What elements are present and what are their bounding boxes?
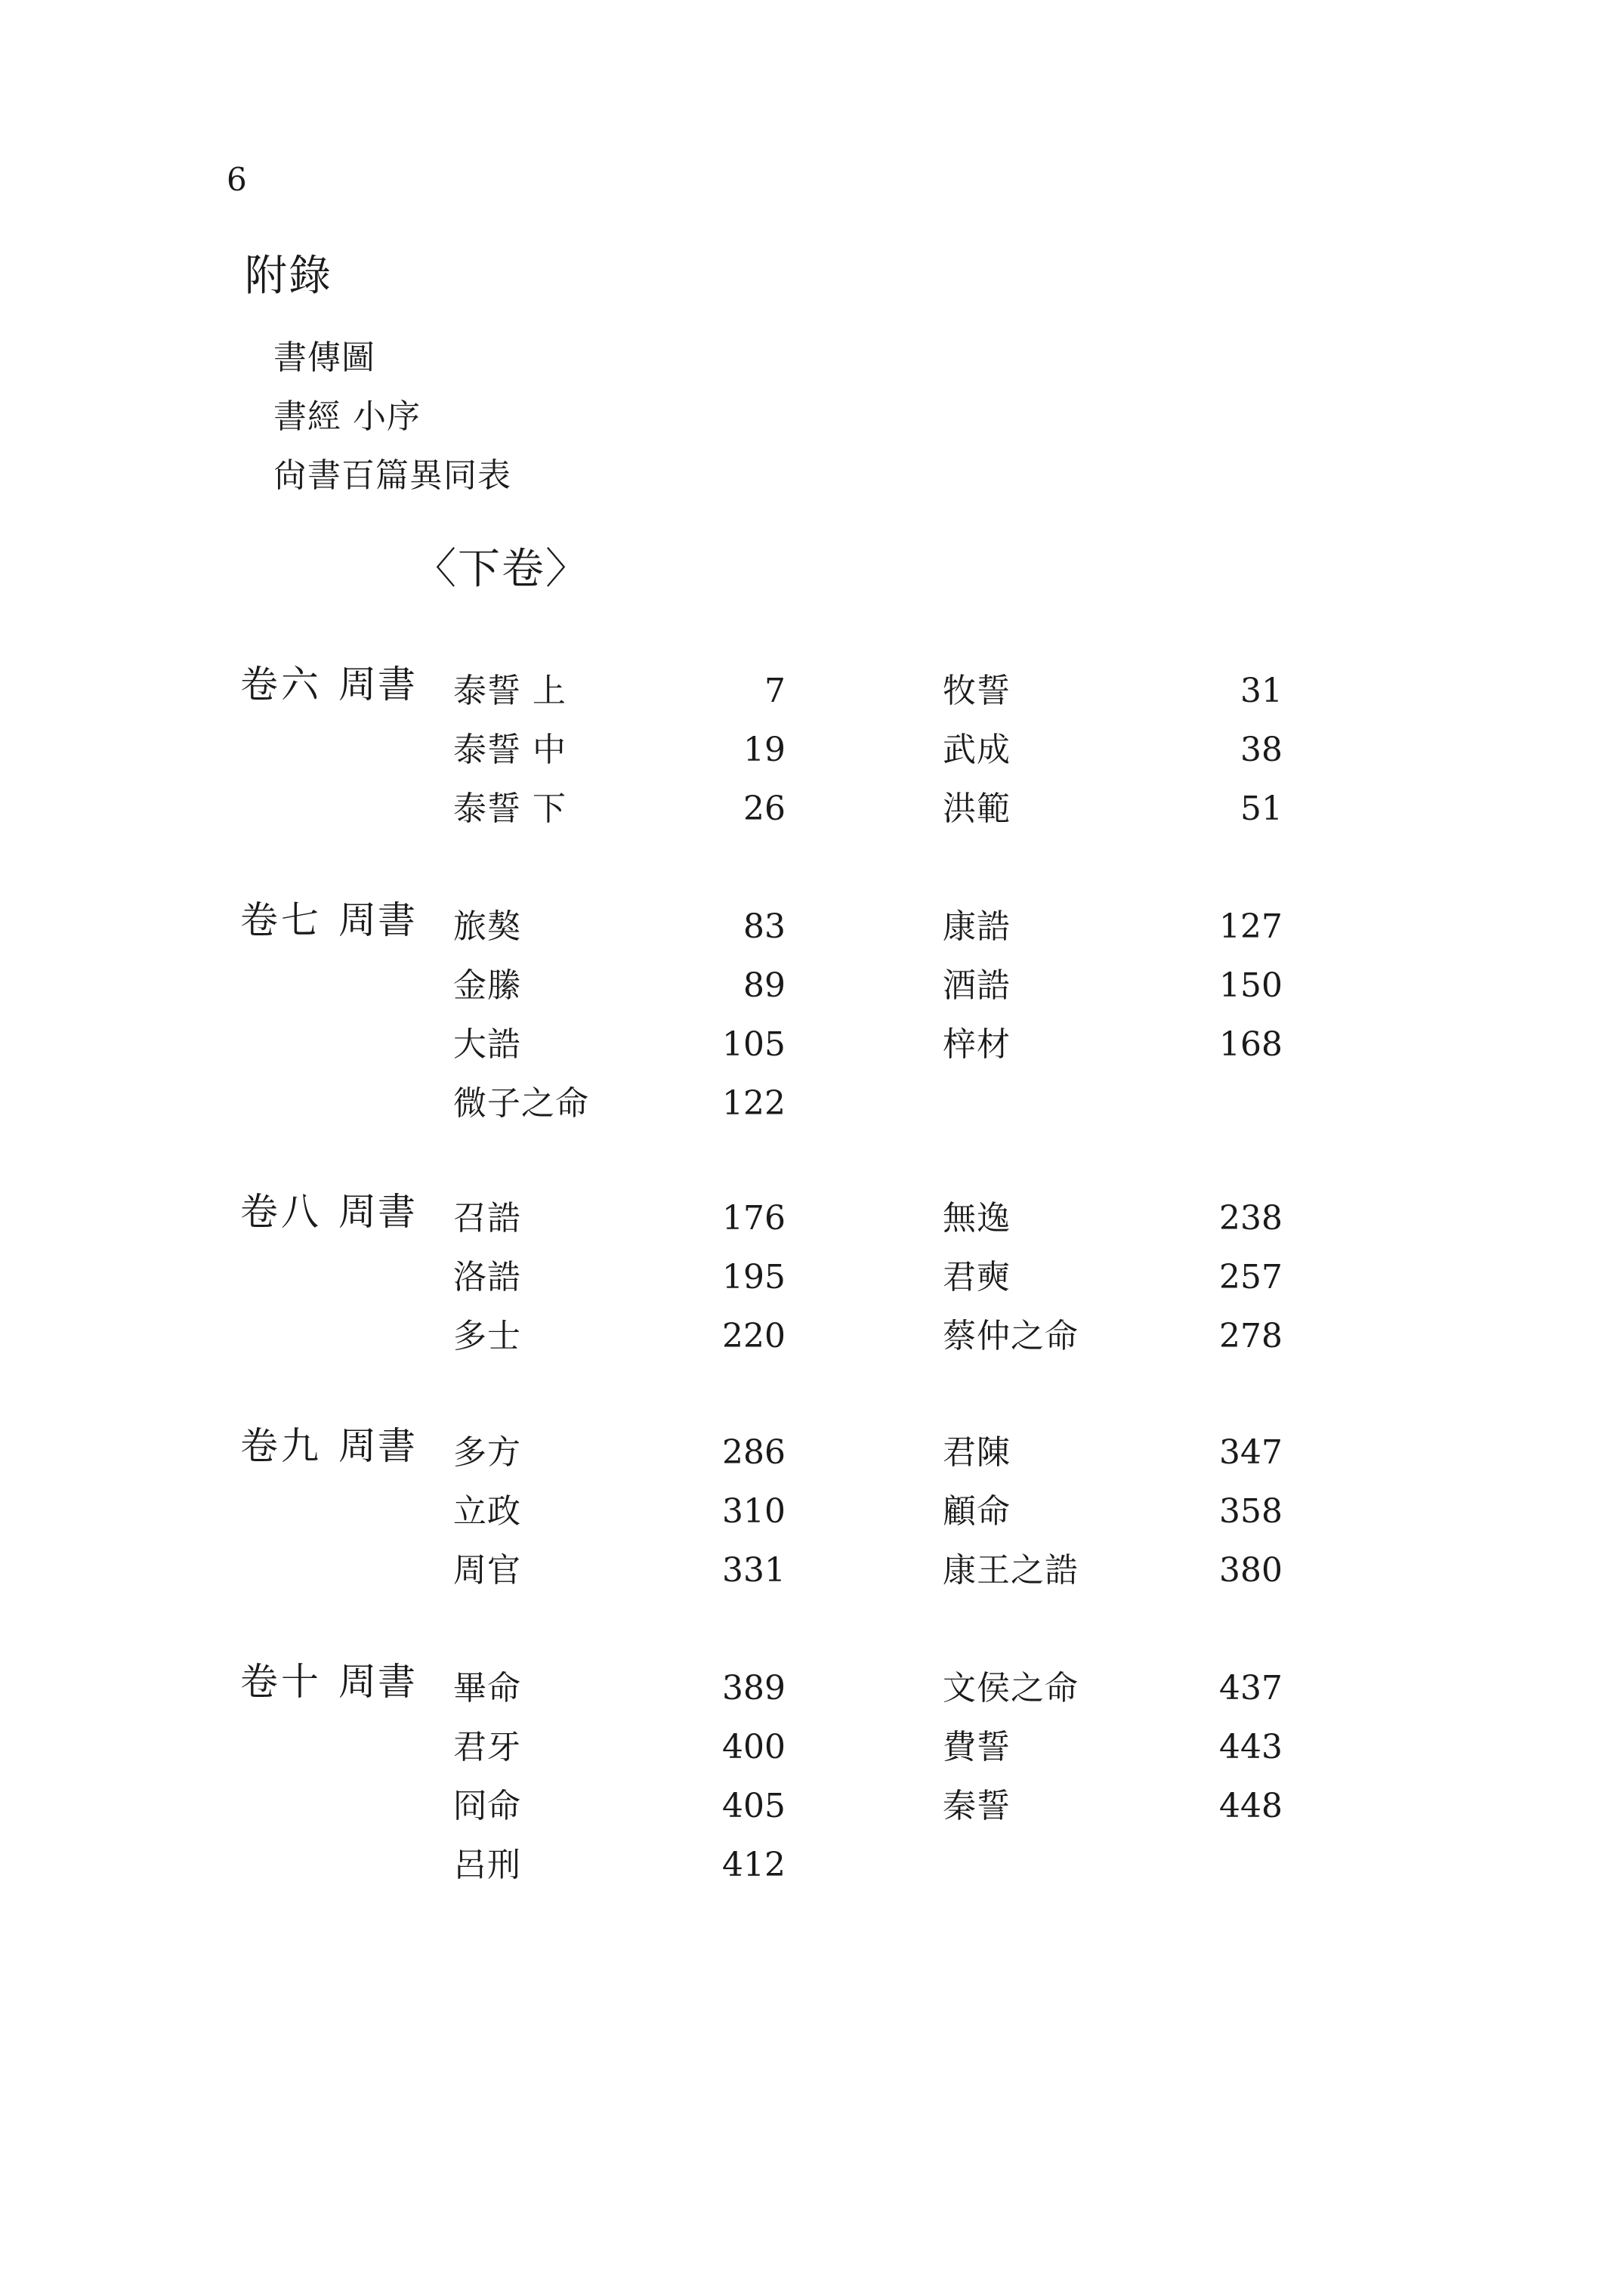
appendix-list xyxy=(273,335,511,512)
entry-page-number: 400 xyxy=(722,1728,786,1766)
toc-entry[interactable] xyxy=(943,662,1283,721)
zhou-label: 周書 xyxy=(338,1424,417,1468)
toc-column-right xyxy=(943,662,1283,839)
dot-leader xyxy=(1089,1666,1209,1711)
dot-leader xyxy=(1089,1548,1209,1593)
toc-entry[interactable] xyxy=(943,1015,1283,1074)
toc-entry[interactable] xyxy=(453,1074,786,1133)
zhou-label: 周書 xyxy=(338,663,417,706)
toc-column-right xyxy=(943,1659,1283,1836)
entry-page-number: 38 xyxy=(1240,731,1283,769)
dot-leader xyxy=(1021,1196,1209,1241)
entry-page-number: 358 xyxy=(1219,1492,1283,1531)
dot-leader xyxy=(532,1489,712,1534)
entry-title: 泰誓 上 xyxy=(453,672,567,710)
dot-leader xyxy=(1021,1022,1209,1068)
dot-leader xyxy=(532,1022,712,1068)
toc-entry[interactable] xyxy=(453,1423,786,1482)
juan-label: 卷六 xyxy=(240,663,322,706)
section-heading xyxy=(240,1189,417,1235)
toc-entry[interactable] xyxy=(453,780,786,839)
zhou-label: 周書 xyxy=(338,1190,417,1234)
appendix-title: 附錄 xyxy=(245,252,332,301)
dot-leader xyxy=(1021,963,1209,1009)
entry-title: 泰誓 下 xyxy=(453,790,567,828)
entry-page-number: 310 xyxy=(722,1492,786,1531)
dot-leader xyxy=(1021,1255,1209,1300)
entry-title: 泰誓 中 xyxy=(453,731,567,769)
dot-leader xyxy=(1021,1489,1209,1534)
entry-page-number: 105 xyxy=(722,1025,786,1064)
entry-title: 梓材 xyxy=(943,1025,1011,1064)
entry-page-number: 26 xyxy=(743,790,786,828)
toc-entry[interactable] xyxy=(943,1248,1283,1307)
entry-page-number: 278 xyxy=(1219,1317,1283,1355)
toc-entry[interactable] xyxy=(453,1718,786,1777)
entry-page-number: 443 xyxy=(1219,1728,1283,1766)
dot-leader xyxy=(532,963,719,1009)
entry-page-number: 83 xyxy=(743,907,786,946)
toc-entry[interactable] xyxy=(943,1482,1283,1541)
toc-entry[interactable] xyxy=(943,1423,1283,1482)
toc-section-juan-10 xyxy=(240,1659,1343,1961)
toc-entry[interactable] xyxy=(943,1189,1283,1248)
entry-page-number: 257 xyxy=(1219,1258,1283,1296)
dot-leader xyxy=(1021,669,1216,714)
entry-title: 畢命 xyxy=(453,1669,521,1707)
zhou-label: 周書 xyxy=(338,1660,417,1704)
entry-title: 費誓 xyxy=(943,1728,1011,1766)
dot-leader xyxy=(1021,1725,1209,1770)
entry-title: 無逸 xyxy=(943,1199,1011,1238)
entry-title: 大誥 xyxy=(453,1025,521,1064)
entry-page-number: 7 xyxy=(764,672,786,710)
dot-leader xyxy=(1021,904,1209,950)
dot-leader xyxy=(532,1314,712,1359)
section-heading xyxy=(240,1423,417,1469)
entry-title: 康王之誥 xyxy=(943,1551,1079,1590)
entry-title: 召誥 xyxy=(453,1199,521,1238)
dot-leader xyxy=(532,1784,712,1829)
toc-entry[interactable] xyxy=(453,1541,786,1600)
entry-title: 冏命 xyxy=(453,1787,521,1825)
entry-page-number: 19 xyxy=(743,731,786,769)
toc-entry[interactable] xyxy=(453,1659,786,1718)
toc-column-left xyxy=(453,898,786,1133)
juan-label: 卷八 xyxy=(240,1190,322,1234)
toc-section-juan-7 xyxy=(240,898,1343,1200)
juan-label: 卷九 xyxy=(240,1424,322,1468)
toc-entry[interactable] xyxy=(453,956,786,1015)
entry-title: 周官 xyxy=(453,1551,521,1590)
toc-column-left xyxy=(453,662,786,839)
toc-entry[interactable] xyxy=(943,1541,1283,1600)
toc-entry[interactable] xyxy=(943,898,1283,956)
entry-title: 微子之命 xyxy=(453,1084,589,1123)
toc-entry[interactable] xyxy=(453,1189,786,1248)
toc-column-left xyxy=(453,1659,786,1895)
dot-leader xyxy=(577,669,719,714)
appendix-item[interactable]: 尙書百篇異同表 xyxy=(273,456,511,495)
entry-title: 酒誥 xyxy=(943,966,1011,1005)
entry-page-number: 380 xyxy=(1219,1551,1283,1590)
entry-page-number: 176 xyxy=(722,1199,786,1238)
entry-title: 立政 xyxy=(453,1492,521,1531)
entry-title: 牧誓 xyxy=(943,672,1011,710)
entry-page-number: 220 xyxy=(722,1317,786,1355)
entry-title: 秦誓 xyxy=(943,1787,1011,1825)
entry-title: 武成 xyxy=(943,731,1011,769)
entry-page-number: 150 xyxy=(1219,966,1283,1005)
toc-entry[interactable] xyxy=(453,1248,786,1307)
entry-title: 洛誥 xyxy=(453,1258,521,1296)
page-number: 6 xyxy=(227,161,247,198)
appendix-item[interactable]: 書經 小序 xyxy=(273,397,421,436)
toc-entry[interactable] xyxy=(943,956,1283,1015)
dot-leader xyxy=(532,1843,712,1888)
toc-entry[interactable] xyxy=(943,780,1283,839)
dot-leader xyxy=(532,1725,712,1770)
entry-title: 康誥 xyxy=(943,907,1011,946)
dot-leader xyxy=(600,1081,712,1126)
dot-leader xyxy=(1021,1784,1209,1829)
toc-column-right xyxy=(943,1423,1283,1600)
dot-leader xyxy=(577,728,719,773)
dot-leader xyxy=(1021,786,1216,832)
entry-page-number: 347 xyxy=(1219,1433,1283,1472)
dot-leader xyxy=(532,1548,712,1593)
entry-title: 呂刑 xyxy=(453,1846,521,1884)
toc-entry[interactable] xyxy=(453,1836,786,1895)
dot-leader xyxy=(1021,728,1216,773)
volume-title: 〈下卷〉 xyxy=(414,545,589,594)
juan-label: 卷七 xyxy=(240,898,322,942)
toc-column-left xyxy=(453,1189,786,1366)
dot-leader xyxy=(532,1430,712,1476)
entry-page-number: 195 xyxy=(722,1258,786,1296)
entry-page-number: 448 xyxy=(1219,1787,1283,1825)
toc-entry[interactable] xyxy=(453,721,786,780)
entry-title: 旅獒 xyxy=(453,907,521,946)
entry-title: 蔡仲之命 xyxy=(943,1317,1079,1355)
juan-label: 卷十 xyxy=(240,1660,322,1704)
toc-entry[interactable] xyxy=(453,662,786,721)
toc-entry[interactable] xyxy=(943,1777,1283,1836)
entry-page-number: 412 xyxy=(722,1846,786,1884)
entry-page-number: 122 xyxy=(722,1084,786,1123)
entry-page-number: 238 xyxy=(1219,1199,1283,1238)
dot-leader xyxy=(577,786,719,832)
entry-page-number: 286 xyxy=(722,1433,786,1472)
entry-page-number: 89 xyxy=(743,966,786,1005)
dot-leader xyxy=(532,1255,712,1300)
entry-title: 多方 xyxy=(453,1433,521,1472)
dot-leader xyxy=(532,1196,712,1241)
toc-entry[interactable] xyxy=(453,898,786,956)
entry-title: 君陳 xyxy=(943,1433,1011,1472)
entry-title: 君奭 xyxy=(943,1258,1011,1296)
entry-page-number: 31 xyxy=(1240,672,1283,710)
section-heading xyxy=(240,898,417,943)
toc-entry[interactable] xyxy=(453,1777,786,1836)
toc-entry[interactable] xyxy=(943,721,1283,780)
entry-title: 金縢 xyxy=(453,966,521,1005)
entry-page-number: 51 xyxy=(1240,790,1283,828)
toc-entry[interactable] xyxy=(943,1659,1283,1718)
dot-leader xyxy=(1089,1314,1209,1359)
entry-title: 顧命 xyxy=(943,1492,1011,1531)
dot-leader xyxy=(532,904,719,950)
entry-page-number: 168 xyxy=(1219,1025,1283,1064)
toc-entry[interactable] xyxy=(453,1015,786,1074)
section-heading xyxy=(240,662,417,707)
section-heading xyxy=(240,1659,417,1704)
toc-entry[interactable] xyxy=(943,1718,1283,1777)
entry-title: 君牙 xyxy=(453,1728,521,1766)
entry-page-number: 405 xyxy=(722,1787,786,1825)
toc-column-left xyxy=(453,1423,786,1600)
entry-title: 文侯之命 xyxy=(943,1669,1079,1707)
dot-leader xyxy=(532,1666,712,1711)
toc-column-right xyxy=(943,898,1283,1074)
entry-title: 多士 xyxy=(453,1317,521,1355)
toc-entry[interactable] xyxy=(453,1307,786,1366)
dot-leader xyxy=(1021,1430,1209,1476)
entry-page-number: 331 xyxy=(722,1551,786,1590)
toc-entry[interactable] xyxy=(453,1482,786,1541)
entry-page-number: 389 xyxy=(722,1669,786,1707)
toc-entry[interactable] xyxy=(943,1307,1283,1366)
zhou-label: 周書 xyxy=(338,898,417,942)
entry-title: 洪範 xyxy=(943,790,1011,828)
toc-column-right xyxy=(943,1189,1283,1366)
entry-page-number: 437 xyxy=(1219,1669,1283,1707)
entry-page-number: 127 xyxy=(1219,907,1283,946)
appendix-item[interactable]: 書傳圖 xyxy=(273,338,375,377)
